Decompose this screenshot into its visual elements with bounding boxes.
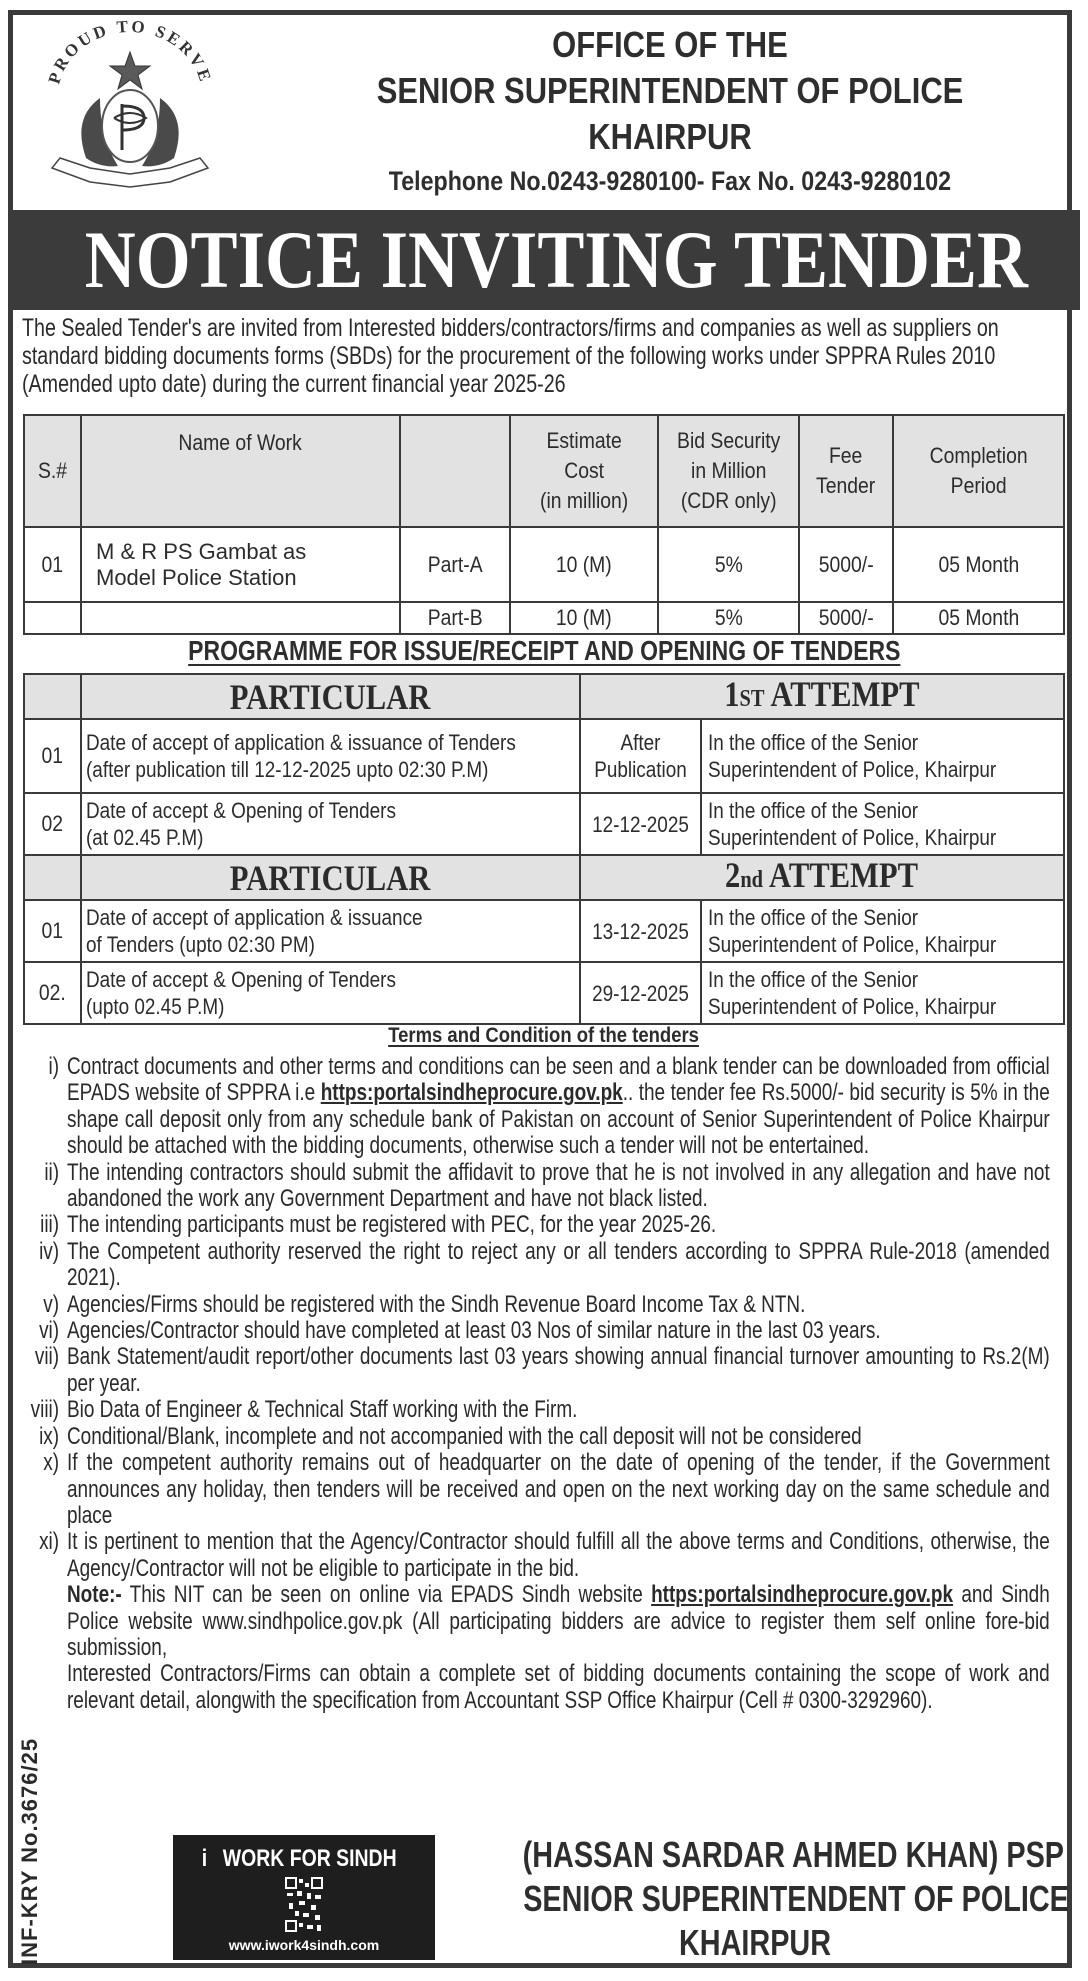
term-item [18, 1318, 1050, 1344]
title-bar [8, 210, 1080, 310]
row-date-l1: 13-12-2025 [592, 918, 689, 944]
attempt-header [24, 674, 1064, 719]
attempt-word: ATTEMPT [770, 674, 920, 714]
col-bid-label [677, 426, 780, 516]
term-item [18, 1529, 1050, 1582]
term-text: If the competent authority remains out of headquarter on the date of opening of the tender, if the Government announces any holiday, then tenders will be received and open on the next working day on the same schedule and place [66, 1449, 1050, 1529]
signatory-title [455, 1878, 1069, 1920]
row-particular-l2: (at 02.45 P.M) [86, 825, 204, 850]
term-text: Bio Data of Engineer & Technical Staff working with the Firm. [66, 1396, 578, 1424]
row-place-l1: In the office of the Senior [708, 798, 919, 823]
col-fee-l1: Fee [829, 443, 863, 468]
cell-name [81, 527, 400, 602]
row-date-l1: After [620, 730, 661, 755]
term-item [18, 1450, 1050, 1529]
term-number: iii) [40, 1211, 60, 1239]
term-text-after: .. the tender fee Rs.5000/- bid security is 5% in the shape call deposit only from any schedule bank of Pakistan on account of Senior Superintendent of Police Khairpur should be attached with the bidding documents, otherwise such a tender will not be entertained. [66, 1079, 1050, 1160]
row-date [580, 719, 701, 793]
col-sno-label: S.# [37, 458, 68, 483]
terms-title-text: Terms and Condition of the tenders [388, 1024, 700, 1047]
term-text: Agencies/Contractor should have completed at least 03 Nos of similar nature in the last 03 years. [66, 1317, 881, 1345]
term-text: The intending contractors should submit the affidavit to prove that he is not involved in any allegation and have not abandoned the work any Government Department and have not black listed. [66, 1158, 1050, 1213]
closing-paragraph: Interested Contractors/Firms can obtain a complete set of bidding documents containing the scope of work and relevant detail, alongwith the specification from Accountant SSP Office Khairpur (Cell # 0300-3292960). [66, 1660, 1050, 1714]
col-estimate-label [540, 426, 628, 516]
attempt-header [24, 855, 1064, 900]
iwork-for-sindh-badge [173, 1835, 435, 1960]
cell-sno-text: 01 [41, 551, 64, 577]
term-item [18, 1344, 1050, 1397]
svg-text:PROUD TO SERVE: PROUD TO SERVE [44, 18, 216, 87]
col-estimate-l2: Cost [564, 458, 604, 483]
term-number: xi) [39, 1528, 60, 1556]
designation-line [300, 70, 1040, 112]
col-sno [24, 415, 81, 527]
iwork-brand [173, 1845, 435, 1873]
works-table-header [24, 415, 1064, 527]
col-bid-l1: Bid Security [676, 428, 781, 453]
cell-fee [799, 527, 893, 602]
cell-part-text: Part-B [427, 605, 483, 630]
attempt-label [580, 855, 1064, 900]
col-bid-security [658, 415, 799, 527]
terms-title [0, 1022, 1088, 1050]
qr-code-icon[interactable] [285, 1877, 323, 1933]
row-particular-l1: Date of accept of application & issuance of Tenders [86, 730, 516, 755]
row-particular [81, 962, 580, 1024]
row-date-l1: 29-12-2025 [592, 980, 689, 1006]
iwork-url[interactable]: www.iwork4sindh.com [228, 1937, 380, 1953]
cell-name-l1: M & R PS Gambat as [96, 538, 307, 564]
cell-part [400, 527, 510, 602]
row-place [701, 962, 1064, 1024]
row-no-text: 02 [41, 811, 64, 836]
col-fee-label [816, 441, 875, 501]
col-fee [799, 415, 893, 527]
col-fee-l2: Tender [816, 473, 876, 498]
note-paragraph [18, 1582, 1050, 1661]
police-emblem-icon [30, 18, 230, 188]
term-number: iv) [39, 1237, 60, 1265]
cell-fee-text: 5000/- [818, 551, 874, 577]
row-place-l2: Superintendent of Police, Khairpur [708, 994, 997, 1019]
term-item [18, 1239, 1050, 1292]
cell-completion-text: 05 Month [938, 551, 1019, 577]
term-item [18, 1212, 1050, 1238]
term-text: Contract documents and other terms and conditions can be seen and a blank tender can be downloaded from official EPADS website of SPPRA i.e [66, 1053, 1050, 1107]
table-row [24, 793, 1064, 855]
col-bid-l3: (CDR only) [680, 488, 777, 513]
col-completion-label [930, 441, 1028, 501]
row-place-l1: In the office of the Senior [708, 967, 919, 992]
col-name-label: Name of Work [178, 430, 303, 455]
cell-completion-text: 05 Month [938, 605, 1019, 630]
row-date [580, 900, 701, 962]
term-number: i) [48, 1053, 60, 1080]
cell-bid-text: 5% [714, 551, 743, 577]
page-title-text: NOTICE INVITING TENDER [84, 214, 1028, 305]
works-table [23, 414, 1065, 635]
office-line-text: OFFICE OF THE [552, 24, 788, 65]
cell-estimate [510, 602, 658, 634]
cell-estimate-text: 10 (M) [556, 605, 612, 630]
cell-fee [799, 602, 893, 634]
term-item [18, 1054, 1050, 1160]
cell-name [81, 602, 400, 634]
row-particular [81, 793, 580, 855]
attempt-prefix: 1 [724, 674, 740, 714]
row-no [24, 900, 81, 962]
cell-bid-security [658, 527, 799, 602]
cell-bid-text: 5% [714, 605, 743, 630]
row-no [24, 962, 81, 1024]
attempt-label-text [725, 856, 918, 899]
row-date [580, 793, 701, 855]
row-particular-l1: Date of accept & Opening of Tenders [86, 798, 396, 823]
attempt-word: ATTEMPT [769, 855, 919, 895]
term-text: Bank Statement/audit report/other documents last 03 years showing annual financial turnover amounting to Rs.2(M) per year. [66, 1343, 1050, 1397]
row-particular [81, 900, 580, 962]
table-row [24, 602, 1064, 634]
attempt-suffix: nd [740, 867, 764, 893]
signatory-district-text: KHAIRPUR [678, 1922, 831, 1963]
col-completion-l1: Completion [929, 443, 1028, 468]
attempt-prefix: 2 [725, 855, 741, 895]
particular-header [81, 855, 580, 900]
intro-paragraph: The Sealed Tender's are invited from Interested bidders/contractors/firms and companies as well as suppliers on standard bidding documents forms (SBDs) for the procurement of the following works under SPPRA Rules 2010 (Amended upto date) during the current financial year 2025-26 [22, 314, 999, 398]
term-number: vii) [34, 1343, 60, 1371]
row-date-l1: 12-12-2025 [592, 811, 689, 837]
row-date [580, 962, 701, 1024]
cell-bid-security [658, 602, 799, 634]
signatory-name-text: (HASSAN SARDAR AHMED KHAN) PSP [522, 1834, 1065, 1875]
col-completion [893, 415, 1064, 527]
signatory-district [455, 1922, 1055, 1964]
cell-completion [893, 527, 1064, 602]
table-row [24, 900, 1064, 962]
row-place [701, 719, 1064, 793]
designation-line-text: SENIOR SUPERINTENDENT OF POLICE [376, 70, 964, 111]
epads-link[interactable]: https:portalsindheprocure.gov.pk [651, 1581, 954, 1609]
cell-completion [893, 602, 1064, 634]
row-no-text: 01 [41, 918, 64, 943]
row-place [701, 900, 1064, 962]
iwork-brand-prefix: i [201, 1845, 208, 1872]
term-number: viii) [30, 1396, 60, 1424]
page-title [8, 214, 1080, 306]
row-place-l1: In the office of the Senior [708, 905, 919, 930]
term-item [18, 1292, 1050, 1318]
cell-fee-text: 5000/- [818, 605, 874, 630]
row-particular-l2: (after publication till 12-12-2025 upto 02:30 P.M) [86, 757, 489, 782]
row-particular-l1: Date of accept & Opening of Tenders [86, 967, 396, 992]
programme-title [0, 634, 1088, 668]
header-blank [24, 855, 81, 900]
district-line [300, 116, 1040, 158]
term-number: ix) [39, 1422, 60, 1450]
district-line-text: KHAIRPUR [588, 116, 752, 157]
term-text: It is pertinent to mention that the Agency/Contractor should fulfill all the above terms and Conditions, otherwise, the Agency/Contractor will not be eligible to participate in the bid. [66, 1528, 1050, 1582]
term-item [18, 1397, 1050, 1423]
row-no-text: 02. [39, 980, 66, 1005]
iwork-brand-text [201, 1845, 406, 1873]
row-no-text: 01 [41, 743, 64, 768]
col-estimate-l3: (in million) [539, 488, 629, 513]
term-number: x) [43, 1449, 60, 1477]
sindh-police-logo [30, 18, 230, 188]
note-text: This NIT can be seen on online via EPADS Sindh website [121, 1581, 652, 1609]
row-particular-l1: Date of accept of application & issuance [86, 905, 423, 930]
term-text: Agencies/Firms should be registered with the Sindh Revenue Board Income Tax & NTN. [66, 1290, 806, 1318]
particular-header [81, 674, 580, 719]
table-row [24, 719, 1064, 793]
term-text: The Competent authority reserved the right to reject any or all tenders according to SPPRA Rule-2018 (amended 2021). [66, 1237, 1050, 1292]
cell-sno [24, 602, 81, 634]
particular-label: PARTICULAR [230, 857, 431, 898]
attempt-label-text [724, 675, 919, 718]
signatory-name [455, 1834, 1065, 1876]
header-blank [24, 674, 81, 719]
office-line [300, 24, 1040, 66]
term-number: ii) [44, 1158, 60, 1186]
row-date-l2: Publication [594, 757, 687, 782]
row-no [24, 793, 81, 855]
cell-name-l2: Model Police Station [96, 564, 297, 590]
row-place [701, 793, 1064, 855]
iwork-brand-word: WORK FOR SINDH [223, 1845, 397, 1872]
col-completion-l2: Period [950, 473, 1007, 498]
cell-sno [24, 527, 81, 602]
programme-table [23, 673, 1065, 1025]
contact-line-text: Telephone No.0243-9280100- Fax No. 0243-9280102 [388, 166, 952, 196]
term-number: vi) [39, 1317, 60, 1345]
programme-title-text: PROGRAMME FOR ISSUE/RECEIPT AND OPENING OF TENDERS [187, 635, 901, 666]
col-name [81, 415, 400, 527]
note-label: Note:- [66, 1581, 122, 1609]
row-place-l1: In the office of the Senior [708, 730, 919, 755]
cell-estimate-text: 10 (M) [556, 551, 612, 577]
table-row [24, 527, 1064, 602]
col-bid-l2: in Million [690, 458, 767, 483]
term-item [18, 1424, 1050, 1450]
particular-label: PARTICULAR [230, 676, 431, 717]
cell-part-text: Part-A [427, 551, 483, 577]
attempt-label [580, 674, 1064, 719]
term-number: v) [43, 1290, 60, 1318]
col-estimate-l1: Estimate [546, 428, 622, 453]
contact-line [300, 164, 1040, 198]
term-text: Conditional/Blank, incomplete and not accompanied with the call deposit will not be considered [66, 1422, 862, 1450]
table-row [24, 962, 1064, 1024]
row-place-l2: Superintendent of Police, Khairpur [708, 757, 997, 782]
term-item [18, 1160, 1050, 1213]
term-text: The intending participants must be registered with PEC, for the year 2025-26. [66, 1211, 717, 1239]
cell-part [400, 602, 510, 634]
row-particular [81, 719, 580, 793]
row-particular-l2: (upto 02.45 P.M) [86, 994, 225, 1019]
terms-list [18, 1054, 1050, 1714]
col-part [400, 415, 510, 527]
note-text-after: and Sindh Police website www.sindhpolice.gov.pk (All participating bidders are advice to register them self online fore-bid submission, [66, 1581, 1050, 1661]
attempt-suffix: ST [739, 686, 765, 712]
row-no [24, 719, 81, 793]
row-particular-l2: of Tenders (upto 02:30 PM) [86, 932, 315, 957]
signatory-title-text: SENIOR SUPERINTENDENT OF POLICE [523, 1878, 1069, 1919]
col-estimate [510, 415, 658, 527]
row-place-l2: Superintendent of Police, Khairpur [708, 825, 997, 850]
row-place-l2: Superintendent of Police, Khairpur [708, 932, 997, 957]
epads-link[interactable]: https:portalsindheprocure.gov.pk [320, 1079, 623, 1107]
reference-number: INF-KRY No.3676/25 [17, 1737, 42, 1965]
cell-estimate [510, 527, 658, 602]
